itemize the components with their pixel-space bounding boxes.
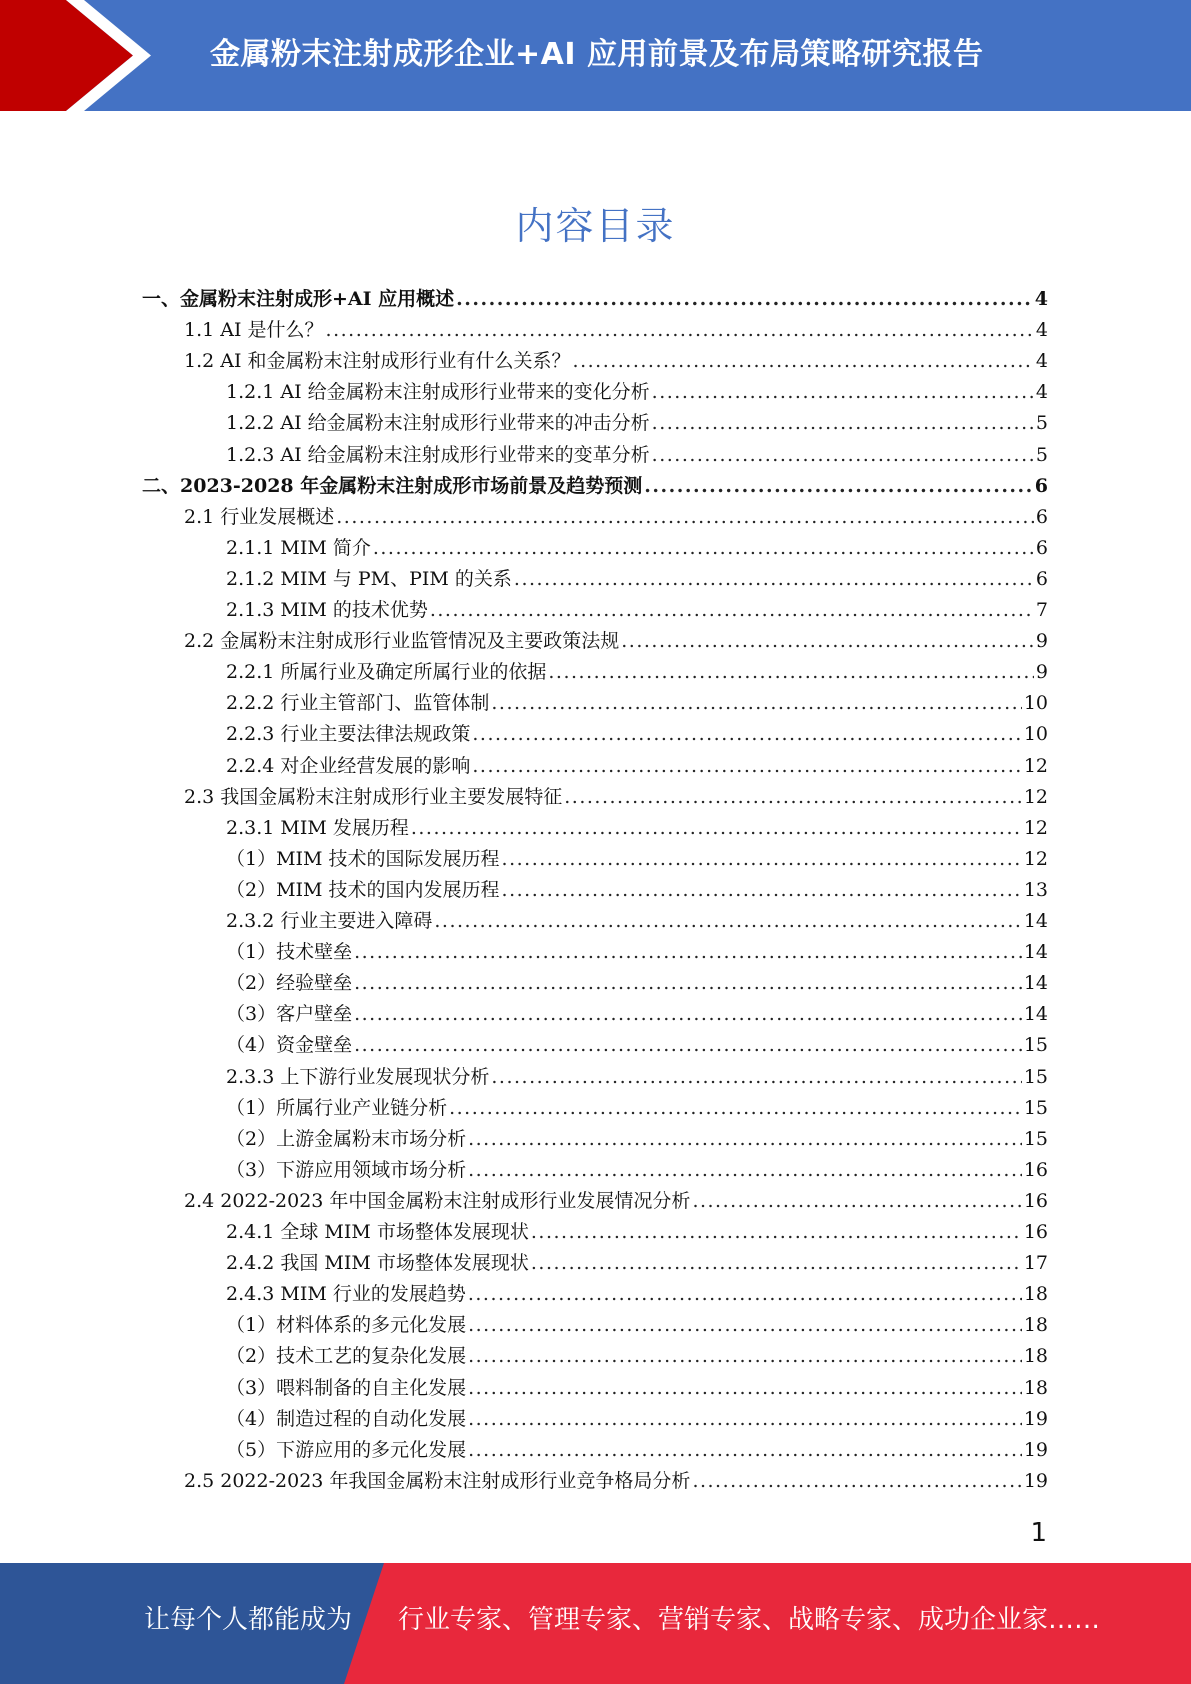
toc-entry-label: 2.2.2 行业主管部门、监管体制 [226, 692, 490, 715]
toc-entry[interactable] [184, 346, 1048, 377]
toc-entry[interactable] [226, 1248, 1048, 1279]
toc-dot-leader [564, 782, 1022, 813]
toc-entry-page: 18 [1023, 1283, 1048, 1306]
toc-dot-leader [354, 999, 1022, 1030]
toc-entry-page: 16 [1023, 1221, 1048, 1243]
toc-entry-page: 15 [1023, 1065, 1048, 1088]
toc-dot-leader [573, 346, 1034, 377]
toc-entry-page: 19 [1023, 1469, 1048, 1492]
toc-dot-leader [644, 471, 1033, 502]
toc-dot-leader [531, 1248, 1022, 1279]
toc-entry-label: 2.1.1 MIM 简介 [226, 536, 371, 559]
toc-entry-label: （3）客户壁垒 [226, 1003, 353, 1026]
toc-dot-leader [621, 626, 1034, 657]
toc-entry-label: 2.2 金属粉末注射成形行业监管情况及主要政策法规 [184, 630, 620, 653]
toc-entry-page: 4 [1035, 381, 1048, 404]
toc-dot-leader [468, 1310, 1022, 1341]
toc-entry-label: （4）资金壁垒 [226, 1034, 353, 1057]
toc-entry-page: 16 [1023, 1189, 1048, 1212]
toc-entry-label: （1）技术壁垒 [226, 941, 353, 964]
toc-entry[interactable] [184, 782, 1048, 813]
toc-entry[interactable] [226, 1217, 1048, 1248]
toc-dot-leader [514, 564, 1034, 595]
toc-entry-page: 4 [1034, 288, 1048, 310]
toc-entry-page: 4 [1035, 350, 1048, 373]
toc-entry-label: 2.4 2022-2023 年中国金属粉末注射成形行业发展情况分析 [184, 1189, 691, 1212]
toc-entry[interactable] [184, 626, 1048, 657]
page-number: 1 [1030, 1518, 1047, 1548]
toc-dot-leader [652, 408, 1034, 439]
toc-dot-leader [354, 968, 1022, 999]
toc-entry[interactable] [226, 1341, 1048, 1372]
toc-dot-leader [373, 533, 1034, 564]
toc-dot-leader [652, 377, 1034, 408]
toc-entry-page: 15 [1023, 1127, 1048, 1150]
toc-entry-label: （1）材料体系的多元化发展 [226, 1314, 467, 1337]
toc-entry[interactable] [226, 1124, 1048, 1155]
toc-dot-leader [456, 284, 1033, 315]
toc-dot-leader [502, 875, 1022, 906]
toc-entry-page: 6 [1035, 536, 1048, 559]
toc-entry[interactable] [142, 284, 1048, 315]
toc-entry[interactable] [226, 408, 1048, 439]
toc-entry[interactable] [226, 1155, 1048, 1186]
toc-entry-label: 1.1 AI 是什么？ [184, 319, 324, 342]
toc-entry-page: 5 [1035, 412, 1048, 435]
toc-entry[interactable] [226, 1062, 1048, 1093]
toc-dot-leader [354, 937, 1022, 968]
toc-entry-page: 10 [1023, 723, 1048, 746]
toc-dot-leader [468, 1373, 1022, 1404]
toc-entry[interactable] [184, 1186, 1048, 1217]
toc-dot-leader [548, 657, 1034, 688]
toc-entry-page: 10 [1023, 692, 1048, 715]
toc-dot-leader [468, 1124, 1022, 1155]
toc-entry-page: 5 [1035, 443, 1048, 466]
toc-entry-label: （1）MIM 技术的国际发展历程 [226, 847, 500, 870]
toc-entry[interactable] [226, 1435, 1048, 1466]
toc-dot-leader [491, 1062, 1021, 1093]
toc-entry-page: 7 [1035, 599, 1048, 621]
toc-entry[interactable] [226, 844, 1048, 875]
toc-entry-label: （2）上游金属粉末市场分析 [226, 1127, 467, 1150]
toc-entry-page: 12 [1023, 847, 1048, 870]
toc-dot-leader [472, 719, 1021, 750]
toc-entry[interactable] [226, 1093, 1048, 1124]
toc-dot-leader [326, 315, 1034, 346]
toc-entry-label: 2.4.2 我国 MIM 市场整体发展现状 [226, 1252, 529, 1275]
toc-entry-page: 12 [1023, 816, 1048, 839]
toc-entry-label: 2.3.1 MIM 发展历程 [226, 816, 409, 839]
toc-dot-leader [502, 844, 1022, 875]
toc-entry-page: 16 [1023, 1158, 1048, 1181]
toc-entry-page: 18 [1023, 1376, 1048, 1399]
toc-entry-label: （1）所属行业产业链分析 [226, 1096, 448, 1119]
toc-entry[interactable] [184, 1466, 1048, 1497]
toc-entry-page: 6 [1035, 567, 1048, 590]
footer-slogan-left: 让每个人都能成为 [144, 1605, 353, 1635]
toc-entry-label: 2.2.1 所属行业及确定所属行业的依据 [226, 661, 547, 684]
toc-entry-label: （2）经验壁垒 [226, 972, 353, 995]
toc-entry[interactable] [226, 937, 1048, 968]
toc-entry-label: （3）下游应用领域市场分析 [226, 1158, 467, 1181]
toc-entry[interactable] [226, 440, 1048, 471]
toc-entry-page: 4 [1035, 319, 1048, 342]
toc-dot-leader [449, 1093, 1022, 1124]
footer-banner [0, 1563, 1191, 1684]
toc-entry-label: 2.1.2 MIM 与 PM、PIM 的关系 [226, 567, 512, 590]
toc-entry-label: （2）技术工艺的复杂化发展 [226, 1345, 467, 1368]
toc-entry-page: 15 [1023, 1034, 1048, 1057]
toc-dot-leader [468, 1435, 1022, 1466]
toc-entry[interactable] [226, 875, 1048, 906]
toc-entry[interactable] [226, 1310, 1048, 1341]
toc-entry-label: 2.3.3 上下游行业发展现状分析 [226, 1065, 490, 1088]
toc-entry[interactable] [226, 564, 1048, 595]
toc-entry[interactable] [226, 1030, 1048, 1061]
toc-entry-page: 18 [1023, 1314, 1048, 1337]
toc-entry-page: 14 [1023, 941, 1048, 964]
toc-entry[interactable] [226, 751, 1048, 782]
toc-entry-label: 2.2.4 对企业经营发展的影响 [226, 754, 471, 777]
toc-entry-label: 二、2023-2028 年金属粉末注射成形市场前景及趋势预测 [142, 474, 643, 497]
toc-entry[interactable] [184, 315, 1048, 346]
report-title: 金属粉末注射成形企业+AI 应用前景及布局策略研究报告 [210, 37, 984, 72]
header-banner [0, 0, 1191, 111]
toc-entry[interactable] [226, 533, 1048, 564]
toc-entry-page: 18 [1023, 1345, 1048, 1368]
toc-dot-leader [434, 906, 1021, 937]
toc-entry-page: 15 [1023, 1096, 1048, 1119]
toc-entry-page: 19 [1023, 1438, 1048, 1461]
toc-entry-page: 14 [1023, 972, 1048, 995]
toc-entry[interactable] [142, 471, 1048, 502]
toc-entry-label: 2.3.2 行业主要进入障碍 [226, 910, 433, 932]
toc-dot-leader [472, 751, 1021, 782]
toc-dot-leader [468, 1404, 1022, 1435]
toc-entry-label: 2.1 行业发展概述 [184, 505, 335, 528]
toc-entry-label: 1.2 AI 和金属粉末注射成形行业有什么关系？ [184, 350, 571, 373]
toc-entry-label: 2.1.3 MIM 的技术优势 [226, 599, 428, 621]
toc-entry-label: 2.5 2022-2023 年我国金属粉末注射成形行业竞争格局分析 [184, 1469, 691, 1492]
toc-entry-label: （5）下游应用的多元化发展 [226, 1438, 467, 1461]
toc-dot-leader [336, 502, 1034, 533]
toc-entry-label: 一、金属粉末注射成形+AI 应用概述 [142, 288, 455, 310]
toc-entry-label: （3）喂料制备的自主化发展 [226, 1376, 467, 1399]
toc-entry[interactable] [226, 1279, 1048, 1310]
toc-entry-page: 6 [1035, 505, 1048, 528]
toc-dot-leader [468, 1155, 1022, 1186]
toc-entry-page: 14 [1023, 910, 1048, 932]
toc-entry-page: 14 [1023, 1003, 1048, 1026]
toc-entry[interactable] [226, 657, 1048, 688]
toc-entry[interactable] [226, 813, 1048, 844]
toc-dot-leader [531, 1217, 1022, 1248]
toc-entry-page: 12 [1023, 785, 1048, 808]
toc-entry-page: 19 [1023, 1407, 1048, 1430]
toc-entry-page: 6 [1034, 474, 1048, 497]
toc-entry-label: 1.2.3 AI 给金属粉末注射成形行业带来的变革分析 [226, 443, 650, 466]
toc-dot-leader [491, 688, 1021, 719]
toc-entry-label: 2.2.3 行业主要法律法规政策 [226, 723, 471, 746]
toc-entry-label: 1.2.1 AI 给金属粉末注射成形行业带来的变化分析 [226, 381, 650, 404]
toc-entry-label: 2.3 我国金属粉末注射成形行业主要发展特征 [184, 785, 563, 808]
toc-entry-label: （2）MIM 技术的国内发展历程 [226, 878, 500, 901]
toc-entry-page: 17 [1023, 1252, 1048, 1275]
toc-dot-leader [468, 1279, 1022, 1310]
toc-entry-page: 9 [1035, 630, 1048, 653]
toc-entry[interactable] [226, 1404, 1048, 1435]
toc-entry[interactable] [226, 1373, 1048, 1404]
toc-entry[interactable] [226, 688, 1048, 719]
toc-entry[interactable] [226, 719, 1048, 750]
toc-entry[interactable] [226, 999, 1048, 1030]
toc-dot-leader [652, 440, 1034, 471]
toc-entry-label: （4）制造过程的自动化发展 [226, 1407, 467, 1430]
toc-entry-page: 13 [1023, 878, 1048, 901]
toc-dot-leader [692, 1466, 1021, 1497]
toc-dot-leader [354, 1030, 1022, 1061]
toc-entry[interactable] [226, 595, 1048, 626]
toc-entry-label: 1.2.2 AI 给金属粉末注射成形行业带来的冲击分析 [226, 412, 650, 435]
toc-dot-leader [692, 1186, 1021, 1217]
toc-entry-label: 2.4.3 MIM 行业的发展趋势 [226, 1283, 466, 1306]
footer-slogan-right: 行业专家、管理专家、营销专家、战略专家、成功企业家…… [398, 1605, 1101, 1635]
toc-dot-leader [430, 595, 1034, 626]
toc-entry-label: 2.4.1 全球 MIM 市场整体发展现状 [226, 1221, 529, 1243]
toc-dot-leader [411, 813, 1022, 844]
toc-dot-leader [468, 1341, 1022, 1372]
toc-entry[interactable] [226, 906, 1048, 937]
toc-heading: 内容目录 [515, 204, 676, 248]
toc-entry[interactable] [226, 377, 1048, 408]
toc-entry[interactable] [226, 968, 1048, 999]
toc-entry-page: 9 [1035, 661, 1048, 684]
toc-entry[interactable] [184, 502, 1048, 533]
toc-entry-page: 12 [1023, 754, 1048, 777]
